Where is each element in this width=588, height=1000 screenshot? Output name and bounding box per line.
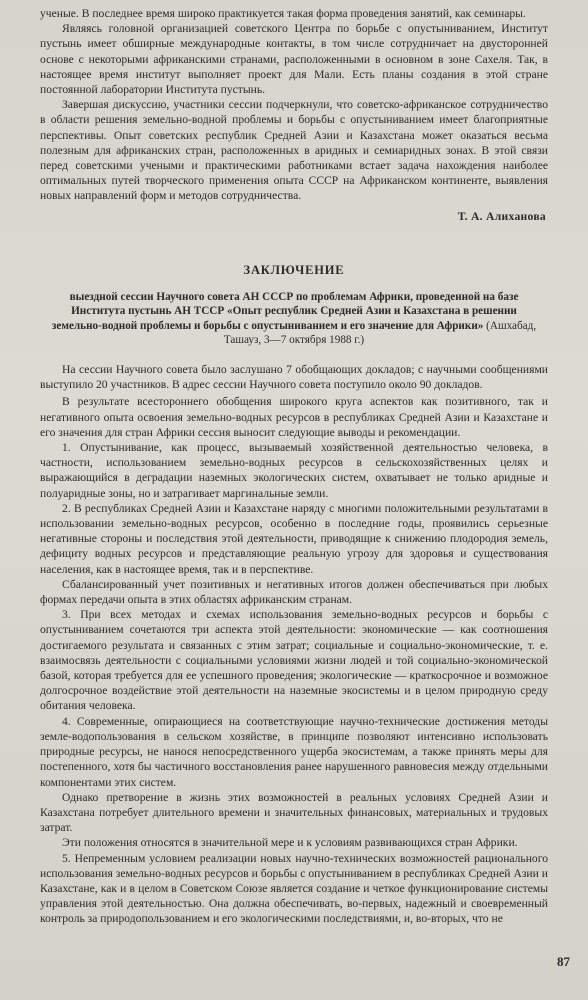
paragraph: 5. Непременным условием реализации новых научно-технических возможностей рационального использования земельно-водных ресурсов и борьбы с опустыниванием в республиках Средней Азии и Казахстане, как и в целом в Советском Союзе является создание и четкое функционирование системы управления этой деятельностью. Она должна обеспечивать, во-первых, надежный и своевременный контроль за природопользованием и его экологическими последствиями, и, во-вторых, что не [40,851,548,926]
paragraph: Однако претворение в жизнь этих возможностей в реальных условиях Средней Азии и Казахстана потребует длительного времени и значительных финансовых, материальных и трудовых затрат. [40,790,548,835]
paragraph: Являясь головной организацией советского Центра по борьбе с опустыниванием, Институт пустынь имеет обширные международные контакты, в том числе сотрудничает на двусторонней основе с некоторыми африканскими странами, расположенными в основном в зоне Сахеля. Так, в настоящее время институт выполняет проект для Мали. Есть планы создания в этой стране постоянной лаборатории Института пустынь. [40,22,548,97]
paragraph: Завершая дискуссию, участники сессии подчеркнули, что советско-африканское сотрудничество в области решения земельно-водной проблемы и борьбы с опустыниванием имеет благоприятные перспективы. Опыт советских республик Средней Азии и Казахстана может оказаться весьма полезным для африканских стран, расположенных в аридных и семиаридных зонах. В этой связи перед советскими учеными и практическими работниками встает задача нахождения наиболее оптимальных путей творческого применения опыта СССР на Африканском континенте, выявления новых направлений форм и методов сотрудничества. [40,98,548,203]
page-number: 87 [557,954,570,969]
paragraph: 3. При всех методах и схемах использования земельно-водных ресурсов и борьбы с опустыниванием сочетаются три аспекта этой деятельности: экономические — как соотношения достигаемого результата и связанных с этим затрат; социальные и социально-экономические, т. е. взаимосвязь деятельности с социальными условиями жизни людей и той социально-экономической базой, которая требуется для ее успешного проведения; экологические — краткосрочное и возможное долгосрочное воздействие этой деятельности на наземные экосистемы и в целом природную среду обитания человека. [40,608,548,713]
paragraph: На сессии Научного совета было заслушано 7 обобщающих докладов; с научными сообщениями выступило 20 участников. В адрес сессии Научного совета поступило около 90 докладов. [40,363,548,392]
subtitle-place-date: (Ашхабад, Ташауз, 3—7 октября 1988 г.) [223,319,537,347]
paragraph: 4. Современные, опирающиеся на соответствующие научно-технические достижения методы земле-водопользования в сельском хозяйстве, в принципе позволяют интенсивно использовать природные ресурсы, не нанося непосредственного ущерба экосистемам, а также принять меры для постепенного, хотя бы частичного восстановления ранее нарушенного равновесия между отдельными компонентами этих систем. [40,714,548,789]
author-signature: Т. А. Алиханова [457,209,546,223]
paragraph: 1. Опустынивание, как процесс, вызываемый хозяйственной деятельностью человека, в частности, использованием земельно-водных ресурсов в сельскохозяйственных целях и выражающийся в деградации наземных экологических систем, охватывает не только аридные и полуаридные зоны, но и затрагивает маргинальные земли. [40,441,548,500]
previous-article-ending [40,6,548,223]
paragraph: Сбалансированный учет позитивных и негативных итогов должен обеспечиваться при любых формах передачи опыта в этих областях африканским странам. [40,577,548,607]
section-subtitle [46,290,542,348]
paragraph: ученые. В последнее время широко практикуется такая форма проведения занятий, как семинары. [40,7,526,20]
paragraph: Эти положения относятся в значительной мере и к условиям развивающихся стран Африки. [62,836,518,850]
paragraph: 2. В республиках Средней Азии и Казахстане наряду с многими положительными результатами в использовании земельно-водных ресурсов, особенно в последние годы, проявились серьезные негативные стороны и последствия этой деятельности, приводящие к снижению плодородия земель, дефициту водных ресурсов и представляющие реальную угрозу для здоровья и существования населения, как в настоящее время, так и в перспективе. [40,501,548,576]
subtitle-main: выездной сессии Научного совета АН СССР по проблемам Африки, проведенной на базе Института пустынь АН ТССР «Опыт республик Средней Азии и Казахстана в решении земельно-водной проблемы и борьбы с опустыниванием и его значение для Африки» [51,290,519,332]
conclusion-section [40,263,548,927]
paragraph: В результате всестороннего обобщения широкого круга аспектов как позитивного, так и негативного опыта освоения земельно-водных ресурсов в республиках Средней Азии и Казахстане и его значения для стран Африки сессия выносит следующие выводы и рекомендации. [40,395,548,439]
section-heading: ЗАКЛЮЧЕНИЕ [243,262,345,277]
